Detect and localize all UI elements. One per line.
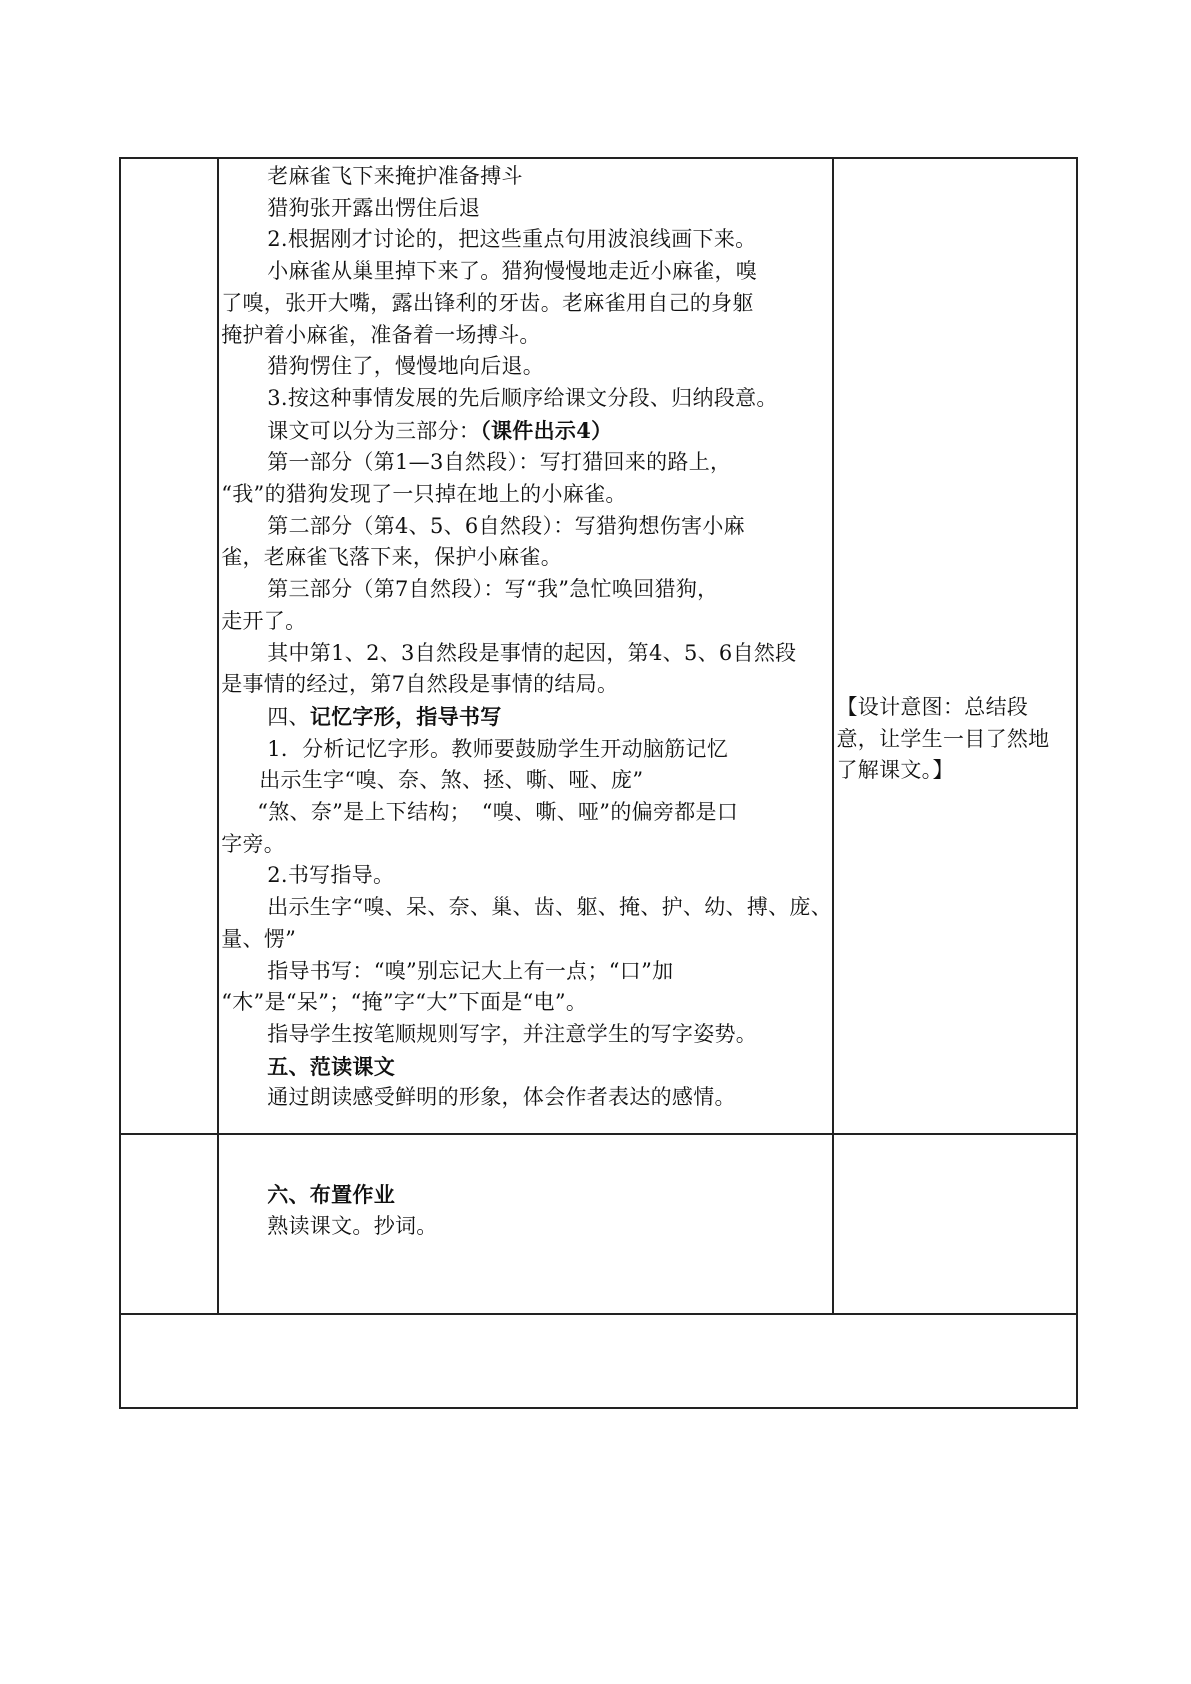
teaching-process-cell	[218, 158, 833, 1134]
text-span: 四、	[267, 704, 310, 729]
text-line	[221, 415, 832, 448]
text-line: 第二部分（第4、5、6自然段）：写猎狗想伤害小麻	[267, 513, 745, 538]
table-row	[120, 1314, 1077, 1408]
text-line: 其中第1、2、3自然段是事情的起因，第4、5、6自然段	[267, 640, 797, 665]
text-line: 指导书写：“嗅”别忘记大上有一点；“口”加	[267, 958, 674, 983]
text-line: 雀，老麻雀飞落下来，保护小麻雀。	[221, 545, 563, 570]
text-line: 小麻雀从巢里掉下来了。猎狗慢慢地走近小麻雀，嗅	[267, 259, 758, 284]
right-blank-cell	[833, 1134, 1077, 1314]
text-line: 2.根据刚才讨论的，把这些重点句用波浪线画下来。	[267, 227, 757, 252]
text-line: 指导学生按笔顺规则写字，并注意学生的写字姿势。	[267, 1021, 758, 1046]
text-line: 是事情的经过，第7自然段是事情的结局。	[221, 672, 619, 697]
lesson-plan-table	[119, 157, 1078, 1409]
design-intent-cell	[833, 158, 1077, 1134]
text-line: 出示生字“嗅、呆、奈、巢、齿、躯、掩、护、幼、搏、庞、	[267, 895, 833, 920]
text-line: 第一部分（第1—3自然段）：写打猎回来的路上，	[267, 450, 732, 475]
text-span: 课文可以分为三部分：	[267, 418, 481, 443]
homework-cell	[218, 1134, 833, 1314]
text-line: 猎狗张开露出愣住后退	[267, 195, 481, 220]
text-line: “我”的猎狗发现了一只掉在地上的小麻雀。	[221, 482, 627, 507]
courseware-label: （课件出示4）	[480, 417, 613, 443]
text-line: 通过朗读感受鲜明的形象，体会作者表达的感情。	[267, 1085, 736, 1110]
teaching-process-text	[219, 159, 832, 1114]
text-line: 掩护着小麻雀，准备着一场搏斗。	[221, 322, 541, 347]
left-blank-cell	[120, 1134, 218, 1314]
text-line: 字旁。	[221, 831, 286, 856]
left-blank-cell	[120, 158, 218, 1134]
text-line: “煞、奈”是上下结构； “嗅、嘶、哑”的偏旁都是口	[257, 800, 739, 825]
note-line: 【设计意图：总结段	[836, 695, 1029, 719]
section-heading-bold: 记忆字形，指导书写	[309, 703, 502, 729]
note-line: 意，让学生一目了然地	[836, 726, 1050, 751]
text-line: 1．分析记忆字形。教师要鼓励学生开动脑筋记忆	[267, 736, 729, 761]
text-line: 量、愣”	[221, 926, 297, 951]
text-line: 出示生字“嗅、奈、煞、拯、嘶、哑、庞”	[259, 768, 644, 793]
text-line: 3.按这种事情发展的先后顺序给课文分段、归纳段意。	[267, 385, 778, 410]
text-line: 猎狗愣住了，慢慢地向后退。	[267, 354, 545, 379]
note-line: 了解课文。】	[836, 758, 954, 783]
section-heading	[221, 701, 832, 734]
text-line: “木”是“呆”；“掩”字“大”下面是“电”。	[221, 990, 588, 1015]
design-intent-text	[834, 159, 1076, 787]
table-row	[120, 1134, 1077, 1314]
text-line: 第三部分（第7自然段）：写“我”急忙唤回猎狗，	[267, 577, 719, 602]
homework-text	[219, 1135, 832, 1242]
text-line: 了嗅，张开大嘴，露出锋利的牙齿。老麻雀用自己的身躯	[221, 290, 754, 315]
section-heading: 五、范读课文	[267, 1053, 396, 1079]
homework-line: 熟读课文。抄词。	[267, 1213, 438, 1238]
reflection-blank-cell	[120, 1314, 1077, 1408]
homework-heading: 六、布置作业	[267, 1182, 396, 1207]
text-line: 2.书写指导。	[267, 863, 395, 888]
table-row	[120, 158, 1077, 1134]
text-line: 走开了。	[221, 608, 307, 633]
text-line: 老麻雀飞下来掩护准备搏斗	[267, 164, 523, 188]
